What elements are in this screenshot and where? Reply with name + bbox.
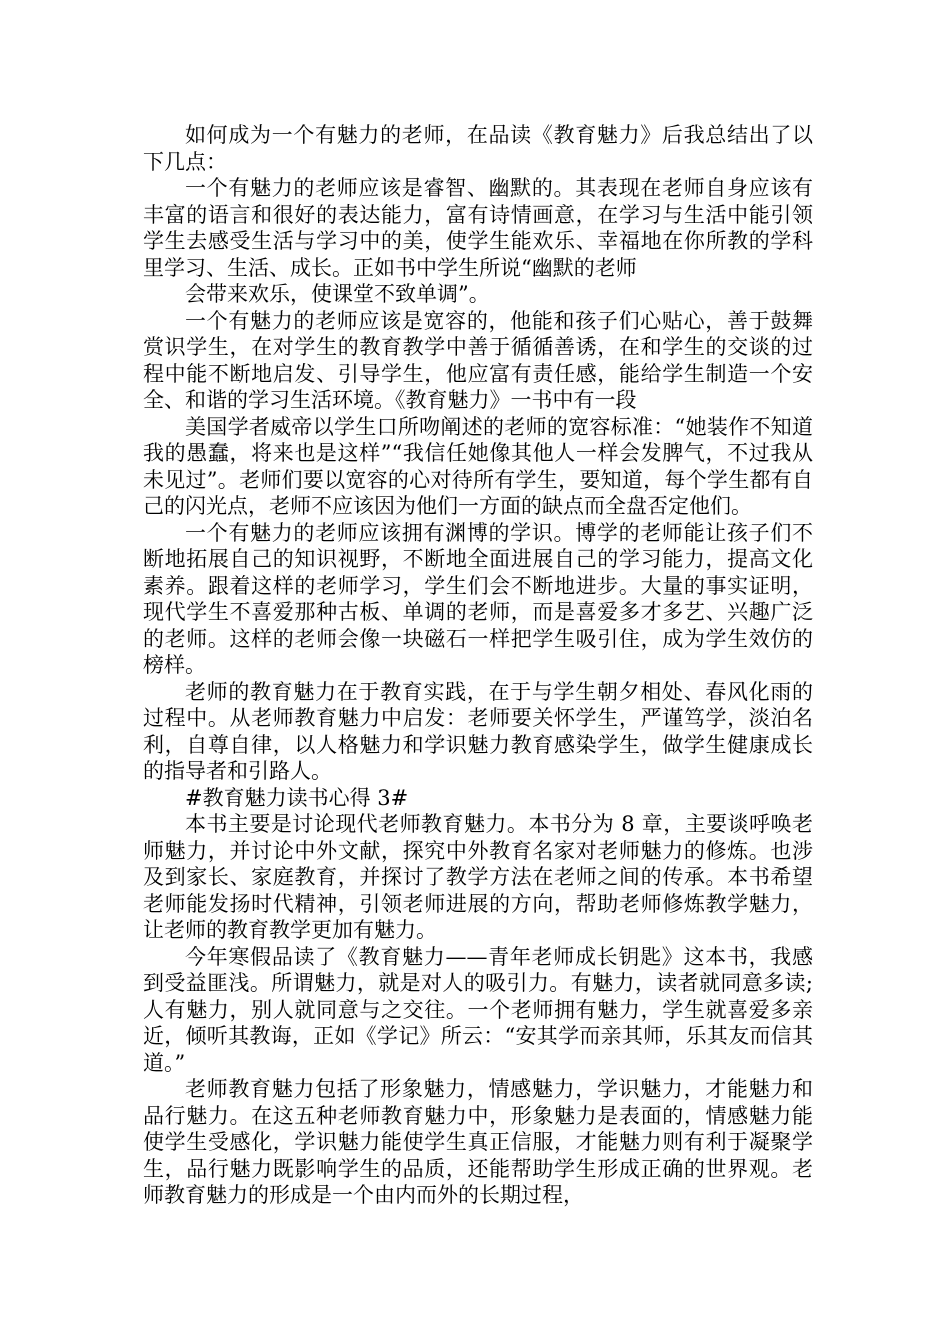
paragraph-intro: 如何成为一个有魅力的老师，在品读《教育魅力》后我总结出了以下几点： [143,123,813,174]
paragraph-practice: 老师的教育魅力在于教育实践，在于与学生朝夕相处、春风化雨的过程中。从老师教育魅力中启发：老师要关怀学生，严谨笃学，淡泊名利，自尊自律，以人格魅力和学识魅力教育感染学生，做学生健康成长的指导者和引路人。 [143,679,813,783]
paragraph-tolerance: 一个有魅力的老师应该是宽容的，他能和孩子们心贴心，善于鼓舞赏识学生，在对学生的教育教学中善于循循善诱，在和学生的交谈的过程中能不断地启发、引导学生，他应富有责任感，能给学生制造一个安全、和谐的学习生活环境。《教育魅力》一书中有一段 [143,308,813,412]
paragraph-humor-continued: 会带来欢乐，使课堂不致单调”。 [185,282,490,306]
section-heading: #教育魅力读书心得 3# [185,785,409,810]
paragraph-tolerance-quote: 美国学者威帝以学生口所吻阐述的老师的宽容标准：“她装作不知道我的愚蠢，将来也是这样”“我信任她像其他人一样会发脾气，不过我从未见过”。老师们要以宽容的心对待所有学生，要知道，每个学生都有自己的闪光点，老师不应该因为他们一方面的缺点而全盘否定他们。 [143,414,813,518]
paragraph-knowledge: 一个有魅力的老师应该拥有渊博的学识。博学的老师能让孩子们不断地拓展自己的知识视野，不断地全面进展自己的学习能力，提高文化素养。跟着这样的老师学习，学生们会不断地进步。大量的事实证明，现代学生不喜爱那种古板、单调的老师，而是喜爱多才多艺、兴趣广泛的老师。这样的老师会像一块磁石一样把学生吸引住，成为学生效仿的榜样。 [143,520,813,677]
paragraph-charm-types: 老师教育魅力包括了形象魅力，情感魅力，学识魅力，才能魅力和品行魅力。在这五种老师教育魅力中，形象魅力是表面的，情感魅力能使学生受感化，学识魅力能使学生真正信服，才能魅力则有利于凝聚学生，品行魅力既影响学生的品质，还能帮助学生形成正确的世界观。老师教育魅力的形成是一个由内而外的长期过程， [143,1077,813,1207]
document-body [143,122,813,1209]
paragraph-book-summary: 本书主要是讨论现代老师教育魅力。本书分为 8 章，主要谈呼唤老师魅力，并讨论中外文献，探究中外教育名家对老师魅力的修炼。也涉及到家长、家庭教育，并探讨了教学方法在老师之间的传承。本书希望老师能发扬时代精神，引领老师进展的方向，帮助老师修炼教学魅力，让老师的教育教学更加有魅力。 [143,812,813,942]
paragraph-winter-reading: 今年寒假品读了《教育魅力——青年老师成长钥匙》这本书，我感到受益匪浅。所谓魅力，就是对人的吸引力。有魅力，读者就同意多读;人有魅力，别人就同意与之交往。一个老师拥有魅力，学生就喜爱多亲近，倾听其教诲，正如《学记》所云：“安其学而亲其师，乐其友而信其道。” [143,944,813,1075]
paragraph-humor: 一个有魅力的老师应该是睿智、幽默的。其表现在老师自身应该有丰富的语言和很好的表达能力，富有诗情画意，在学习与生活中能引领学生去感受生活与学习中的美，使学生能欢乐、幸福地在你所教的学科里学习、生活、成长。正如书中学生所说“幽默的老师 [143,176,813,280]
